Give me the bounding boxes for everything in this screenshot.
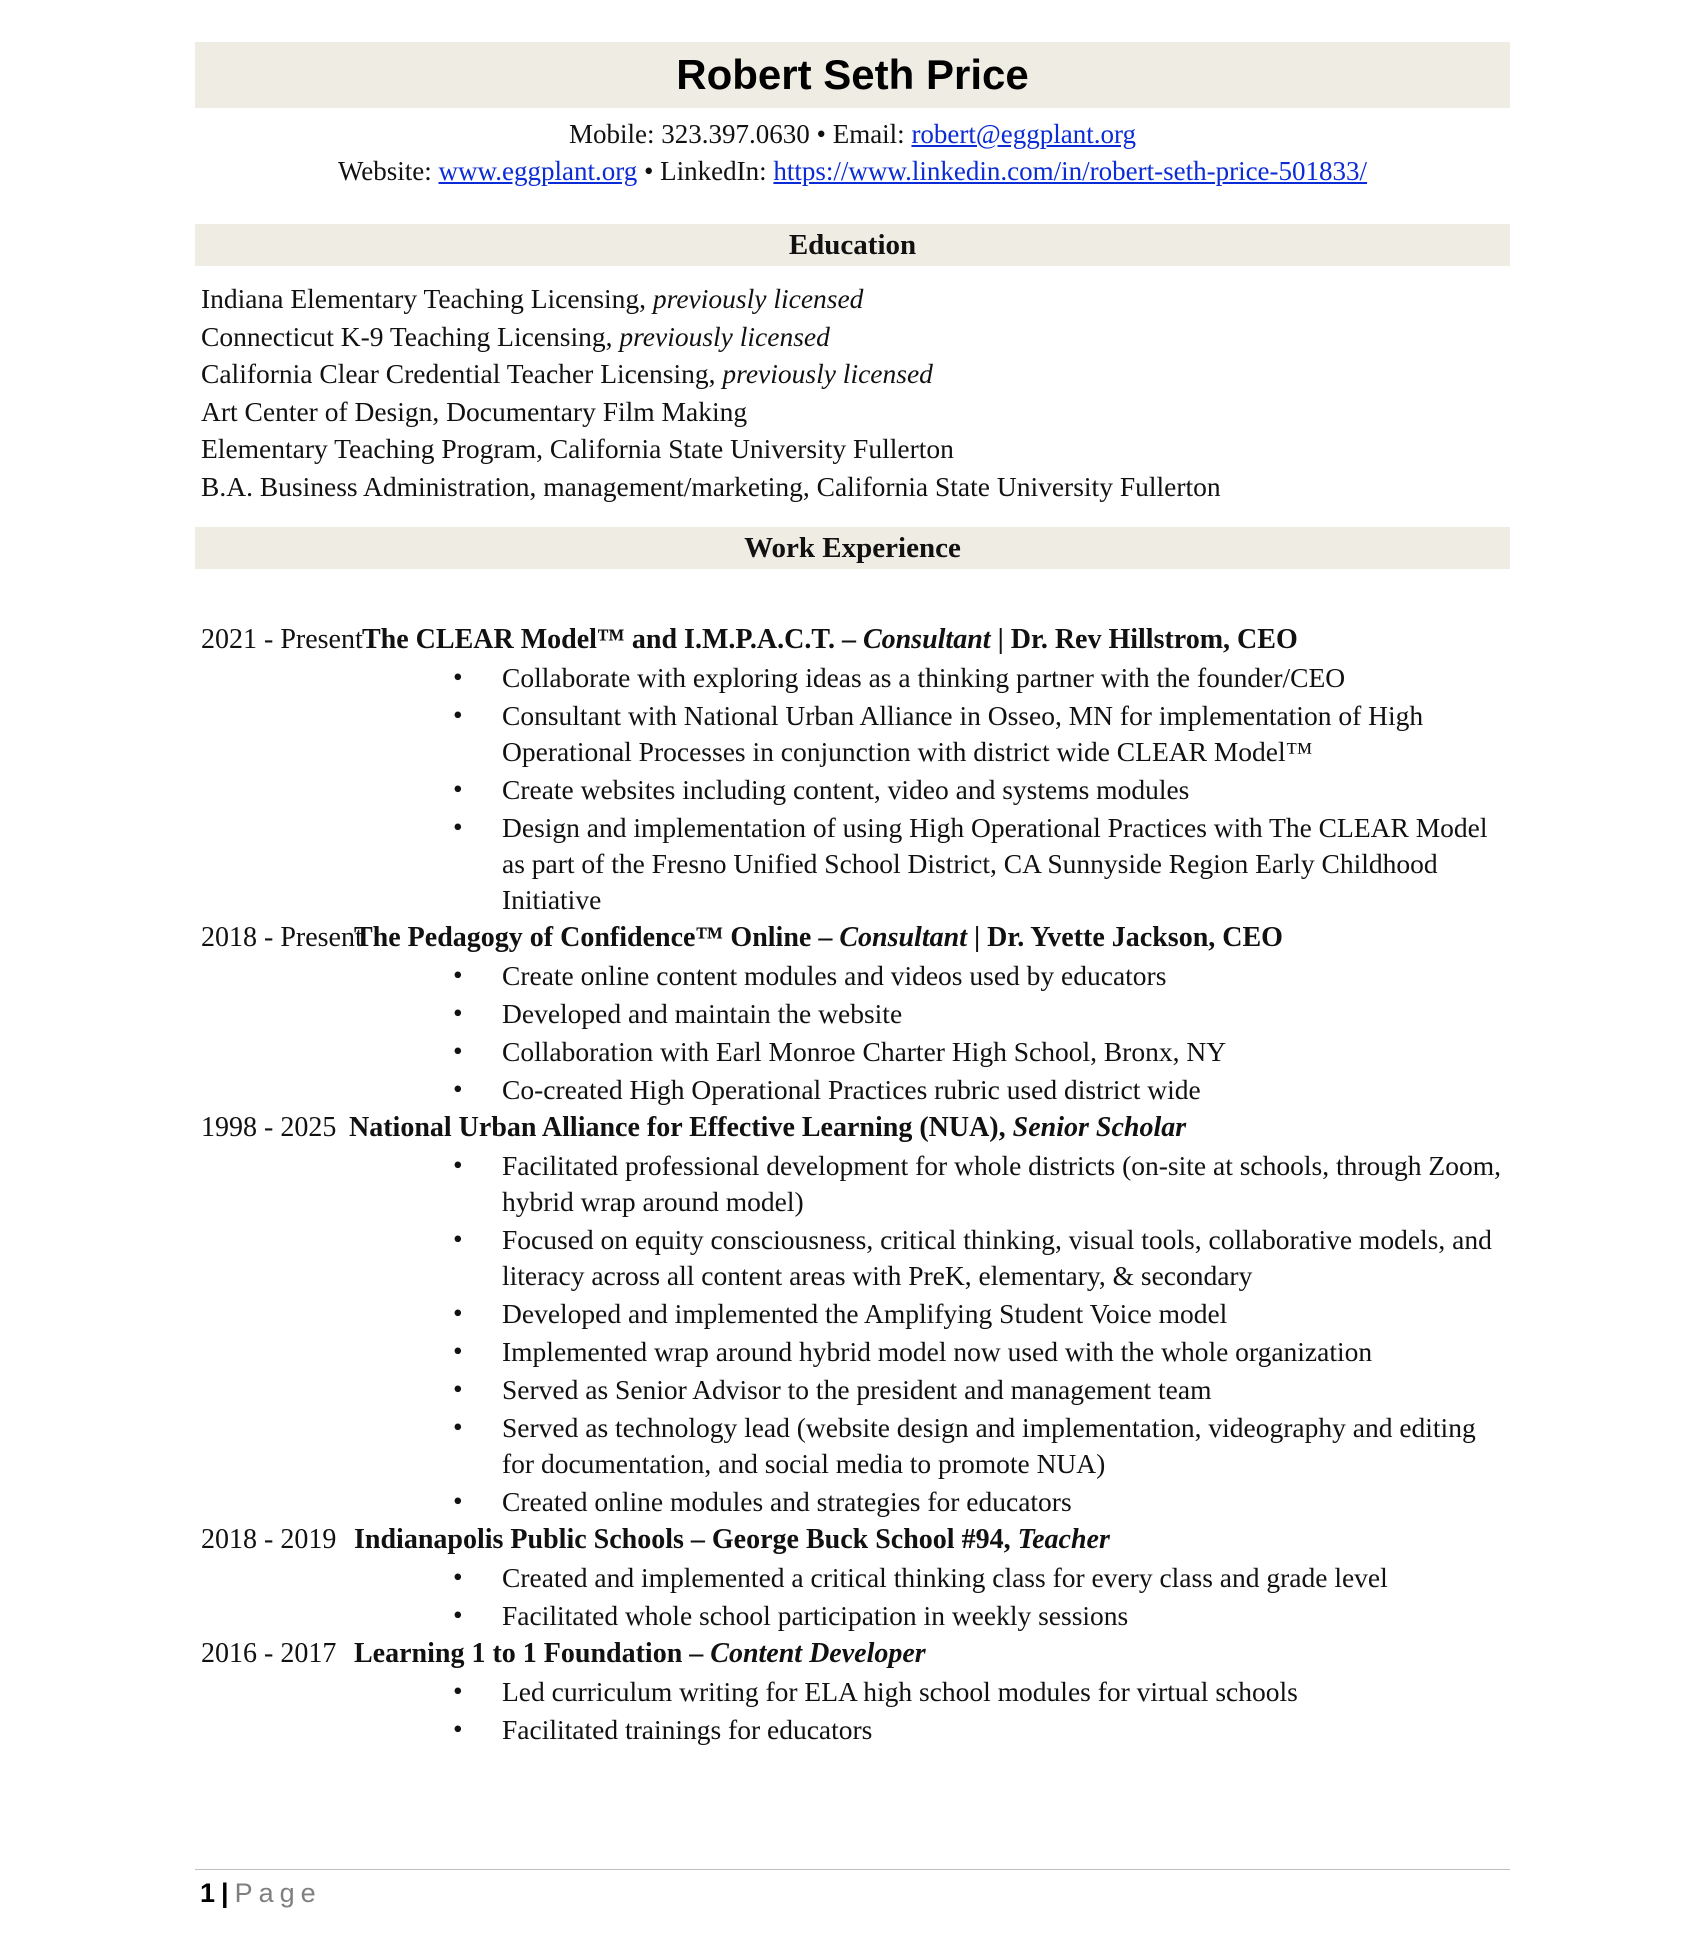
- bullet-icon: •: [453, 1485, 463, 1516]
- education-item: [201, 318, 1510, 356]
- bullet-icon: •: [453, 1223, 463, 1254]
- bullet-icon: •: [453, 1411, 463, 1442]
- job-bullet-text: Developed and maintain the website: [502, 998, 903, 1029]
- job-title: [354, 919, 1283, 957]
- website-link[interactable]: www.eggplant.org: [438, 156, 638, 186]
- education-item-text: Art Center of Design, Documentary Film Making: [201, 395, 748, 427]
- bullet-icon: •: [453, 661, 463, 692]
- education-item: [201, 393, 1510, 431]
- education-item-note: previously licensed: [652, 283, 864, 314]
- job-header: [195, 621, 1510, 659]
- job-bullet-list: [195, 957, 1510, 1109]
- job-bullet-text: Focused on equity consciousness, critical thinking, visual tools, collaborative models, and literacy across all content areas with PreK, elementary, & secondary: [502, 1224, 1492, 1291]
- job-bullet-text: Collaborate with exploring ideas as a thinking partner with the founder/CEO: [502, 662, 1346, 693]
- footer-divider: [195, 1869, 1510, 1870]
- education-item-text: Connecticut K-9 Teaching Licensing,: [201, 320, 620, 352]
- job-organization: National Urban Alliance for Effective Learning (NUA),: [349, 1112, 1013, 1143]
- bullet-icon: •: [453, 1373, 463, 1404]
- job-entry: [195, 919, 1510, 1109]
- job-role: Senior Scholar: [1012, 1112, 1187, 1143]
- website-label: Website:: [337, 156, 439, 186]
- job-title: [362, 621, 1298, 659]
- job-role: Consultant: [839, 922, 967, 953]
- job-bullet-text: Led curriculum writing for ELA high school modules for virtual schools: [502, 1676, 1298, 1707]
- email-label: • Email:: [809, 119, 912, 149]
- bullet-icon: •: [453, 1713, 463, 1744]
- bullet-icon: •: [453, 1149, 463, 1180]
- job-bullet: [195, 1071, 1510, 1109]
- job-bullet: [195, 1409, 1510, 1483]
- job-title: [349, 1109, 1186, 1147]
- job-title: [354, 1521, 1110, 1559]
- job-bullet: [195, 1597, 1510, 1635]
- bullet-icon: •: [453, 1599, 463, 1630]
- job-header: [195, 1635, 1510, 1673]
- education-item-text: Elementary Teaching Program, California State University Fullerton: [201, 433, 954, 464]
- job-bullet: [195, 1033, 1510, 1071]
- job-bullet-text: Created and implemented a critical thinking class for every class and grade level: [502, 1562, 1388, 1593]
- job-dates: 2018 - Present: [201, 922, 363, 953]
- bullet-icon: •: [453, 959, 463, 990]
- job-bullet-text: Created online modules and strategies for educators: [502, 1486, 1072, 1517]
- mobile-number: 323.397.0630: [661, 119, 810, 149]
- resume-page: [195, 42, 1510, 1749]
- job-bullet: [195, 1483, 1510, 1521]
- job-dates: 2021 - Present: [201, 624, 363, 655]
- job-header: [195, 919, 1510, 957]
- education-item-text: Indiana Elementary Teaching Licensing,: [201, 283, 653, 314]
- job-bullet: [195, 1333, 1510, 1371]
- job-role: Content Developer: [710, 1638, 926, 1669]
- bullet-icon: •: [453, 699, 463, 730]
- page-number: 1: [200, 1878, 216, 1908]
- page-footer: [200, 1878, 322, 1909]
- mobile-label: Mobile:: [569, 119, 662, 149]
- job-bullet-list: [195, 1147, 1510, 1521]
- job-bullet-text: Consultant with National Urban Alliance in Osseo, MN for implementation of High Operational Processes in conjunction with district wide CLEAR Model™: [502, 700, 1424, 767]
- education-item: [201, 355, 1510, 393]
- education-item-text: California Clear Credential Teacher Licensing,: [201, 358, 723, 389]
- job-dates: 2018 - 2019: [201, 1524, 337, 1555]
- job-bullet-text: Developed and implemented the Amplifying Student Voice model: [502, 1298, 1228, 1329]
- job-organization: The CLEAR Model™ and I.M.P.A.C.T. –: [362, 624, 863, 655]
- job-bullet: [195, 1673, 1510, 1711]
- bullet-icon: •: [453, 1675, 463, 1706]
- job-entry: [195, 621, 1510, 919]
- bullet-icon: •: [453, 773, 463, 804]
- email-link[interactable]: robert@eggplant.org: [911, 119, 1136, 149]
- job-entry: [195, 1109, 1510, 1521]
- job-bullet-text: Create online content modules and videos used by educators: [502, 960, 1167, 991]
- education-item: [201, 430, 1510, 468]
- job-bullet: [195, 1295, 1510, 1333]
- bullet-icon: •: [453, 811, 463, 842]
- job-bullet: [195, 659, 1510, 697]
- bullet-icon: •: [453, 997, 463, 1028]
- linkedin-label: • LinkedIn:: [637, 156, 774, 186]
- contact-line-1: [195, 116, 1510, 153]
- job-bullet-list: [195, 659, 1510, 919]
- job-bullet: [195, 995, 1510, 1033]
- job-bullet-text: Collaboration with Earl Monroe Charter High School, Bronx, NY: [502, 1036, 1227, 1067]
- education-heading: [195, 224, 1510, 266]
- candidate-name: Robert Seth Price: [676, 51, 1029, 98]
- education-item-note: previously licensed: [722, 358, 933, 389]
- job-bullet: [195, 771, 1510, 809]
- education-list: [201, 280, 1510, 505]
- education-title: Education: [788, 228, 917, 261]
- job-bullet-text: Implemented wrap around hybrid model now used with the whole organization: [502, 1336, 1373, 1367]
- bullet-icon: •: [453, 1561, 463, 1592]
- job-bullet: [195, 1221, 1510, 1295]
- job-organization: Indianapolis Public Schools – George Buck School #94,: [354, 1524, 1018, 1555]
- job-bullet-text: Facilitated professional development for whole districts (on-site at schools, through Zoom, hybrid wrap around model): [502, 1150, 1501, 1217]
- job-bullet-text: Facilitated whole school participation in weekly sessions: [502, 1600, 1129, 1631]
- job-bullet: [195, 1711, 1510, 1749]
- contact-line-2: [195, 153, 1510, 190]
- job-header: [195, 1109, 1510, 1147]
- job-bullet-text: Create websites including content, video and systems modules: [502, 774, 1190, 805]
- name-header: [195, 42, 1510, 108]
- job-dates: 2016 - 2017: [201, 1638, 337, 1669]
- contact-block: [195, 116, 1510, 190]
- job-entry: [195, 1635, 1510, 1749]
- job-organization: Learning 1 to 1 Foundation –: [354, 1638, 711, 1669]
- job-bullet: [195, 1371, 1510, 1409]
- job-bullet-list: [195, 1559, 1510, 1635]
- job-bullet-text: Design and implementation of using High Operational Practices with The CLEAR Model as part of the Fresno Unified School District, CA Sunnyside Region Early Childhood Initiative: [502, 812, 1488, 915]
- job-organization: The Pedagogy of Confidence™ Online –: [354, 922, 840, 953]
- job-bullet-text: Co-created High Operational Practices rubric used district wide: [502, 1074, 1201, 1105]
- bullet-icon: •: [453, 1335, 463, 1366]
- job-supervisor: | Dr. Rev Hillstrom, CEO: [990, 624, 1298, 655]
- job-bullet: [195, 957, 1510, 995]
- work-experience-title: Work Experience: [744, 531, 961, 564]
- job-bullet-text: Facilitated trainings for educators: [502, 1714, 873, 1745]
- job-bullet-text: Served as technology lead (website design and implementation, videography and editing for documentation, and social media to promote NUA): [502, 1412, 1476, 1479]
- job-title: [354, 1635, 926, 1673]
- work-experience-heading: [195, 527, 1510, 569]
- education-item-text: B.A. Business Administration, management/marketing, California State University Fullerton: [201, 470, 1221, 502]
- job-bullet: [195, 1559, 1510, 1597]
- job-entry: [195, 1521, 1510, 1635]
- page-separator: |: [221, 1878, 229, 1908]
- job-bullet: [195, 1147, 1510, 1221]
- education-item: [201, 468, 1510, 506]
- linkedin-link[interactable]: https://www.linkedin.com/in/robert-seth-price-501833/: [773, 156, 1368, 186]
- page-label: Page: [234, 1878, 322, 1908]
- education-item: [201, 280, 1510, 318]
- work-experience-list: [195, 621, 1510, 1749]
- job-bullet: [195, 697, 1510, 771]
- job-role: Teacher: [1017, 1524, 1110, 1555]
- bullet-icon: •: [453, 1297, 463, 1328]
- job-role: Consultant: [862, 624, 991, 655]
- job-supervisor: | Dr. Yvette Jackson, CEO: [966, 922, 1283, 953]
- job-dates: 1998 - 2025: [201, 1112, 337, 1143]
- bullet-icon: •: [453, 1073, 463, 1104]
- job-header: [195, 1521, 1510, 1559]
- bullet-icon: •: [453, 1035, 463, 1066]
- job-bullet: [195, 809, 1510, 919]
- job-bullet-list: [195, 1673, 1510, 1749]
- job-bullet-text: Served as Senior Advisor to the president and management team: [502, 1374, 1212, 1405]
- education-item-note: previously licensed: [619, 320, 830, 352]
